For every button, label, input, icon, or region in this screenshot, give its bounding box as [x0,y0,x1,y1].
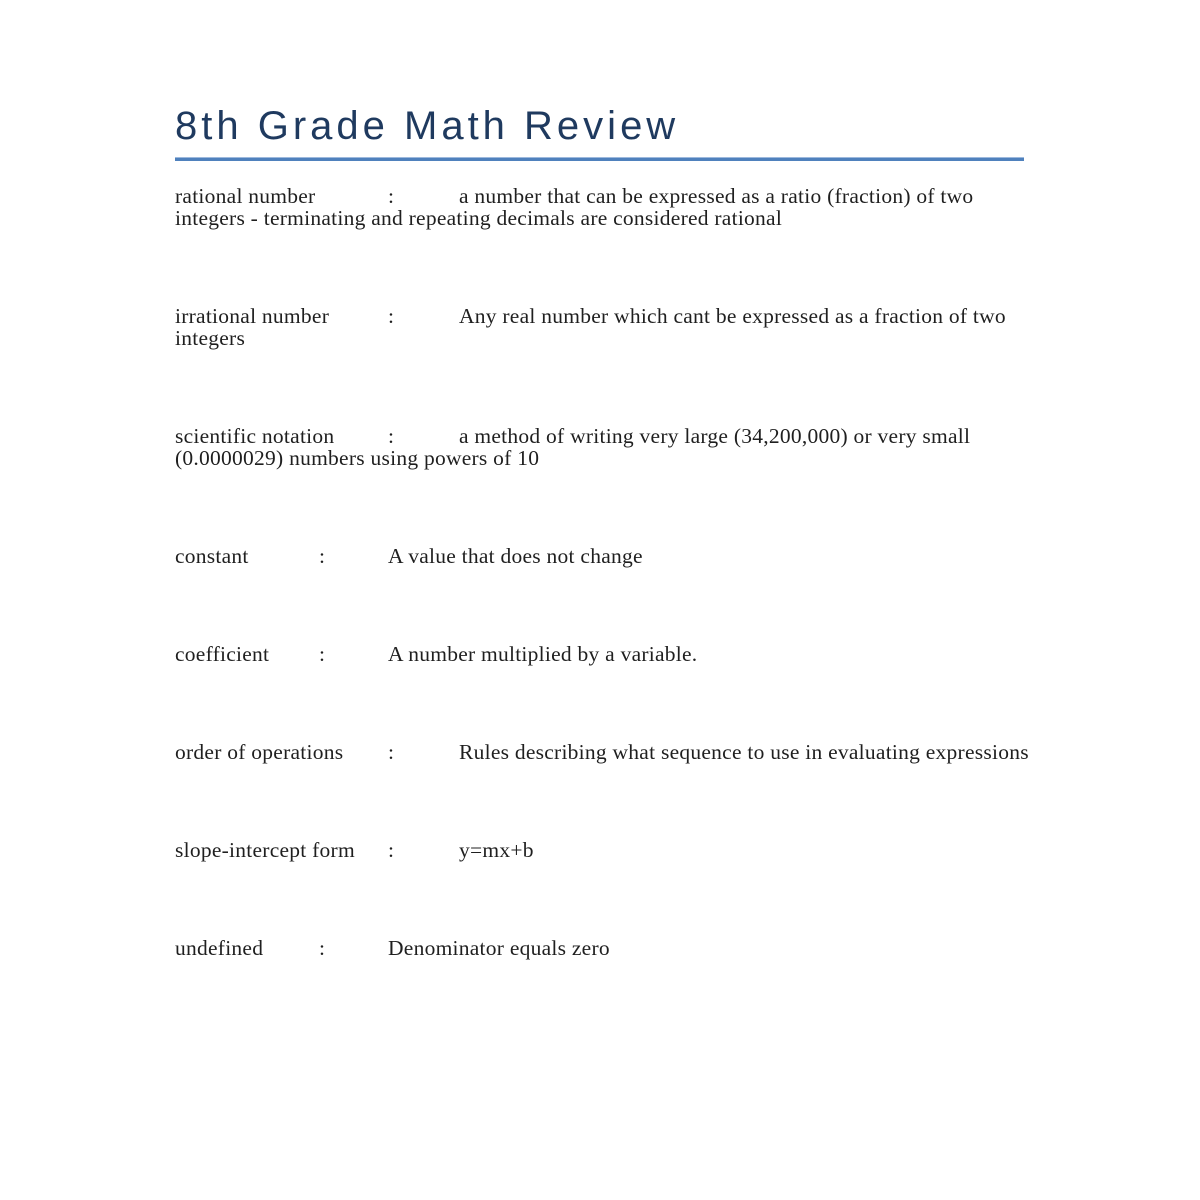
colon-separator: : [319,936,326,960]
glossary-entry [175,425,1035,469]
term-text: slope-intercept form [175,838,355,862]
term-text: undefined [175,936,264,960]
glossary-list [175,185,1035,959]
glossary-entry [175,305,1035,349]
colon-separator: : [388,184,395,208]
definition-text: A number multiplied by a variable. [388,642,698,666]
glossary-entry [175,741,1035,763]
glossary-entry [175,643,1035,665]
definition-text: Denominator equals zero [388,936,610,960]
term-text: coefficient [175,642,270,666]
glossary-entry [175,937,1035,959]
colon-separator: : [388,424,395,448]
glossary-entry [175,545,1035,567]
definition-text: A value that does not change [388,544,643,568]
glossary-entry [175,185,1035,229]
term-text: scientific notation [175,424,335,448]
term-text: constant [175,544,249,568]
definition-text: a method of writing very large (34,200,000) or very small (0.0000029) numbers using powers of 10 [175,424,971,470]
definition-text: a number that can be expressed as a ratio (fraction) of two integers - terminating and repeating decimals are considered rational [175,184,974,230]
colon-separator: : [388,838,395,862]
term-text: irrational number [175,304,330,328]
document-content [175,103,1035,959]
definition-text: Rules describing what sequence to use in evaluating expressions [459,740,1029,764]
glossary-entry [175,839,1035,861]
definition-text: Any real number which cant be expressed as a fraction of two integers [175,304,1006,350]
colon-separator: : [388,304,395,328]
colon-separator: : [388,740,395,764]
definition-text: y=mx+b [459,838,534,862]
term-text: rational number [175,184,316,208]
colon-separator: : [319,544,326,568]
colon-separator: : [319,642,326,666]
page-title: 8th Grade Math Review [175,104,680,148]
term-text: order of operations [175,740,344,764]
title-underline-rule [175,157,1024,161]
